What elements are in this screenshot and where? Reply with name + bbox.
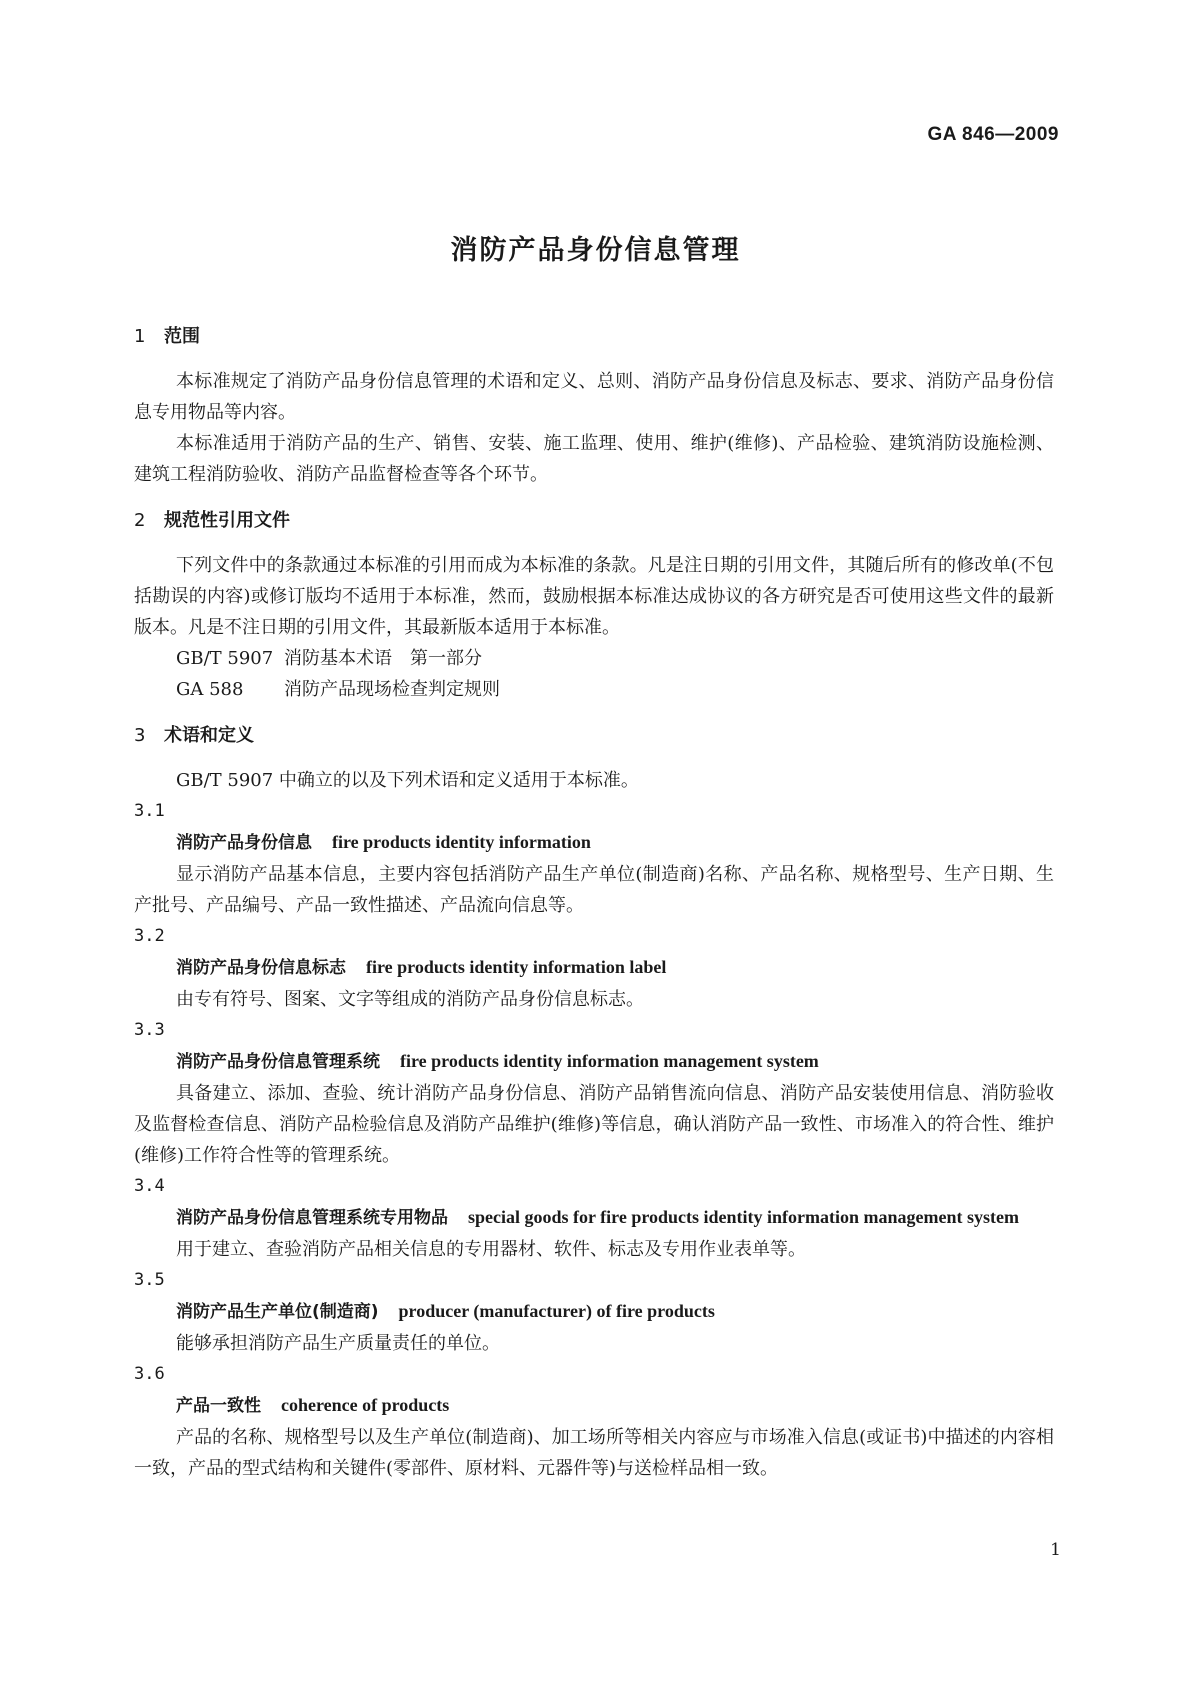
term-en: fire products identity information label <box>366 957 667 977</box>
section-title: 术语和定义 <box>164 725 254 746</box>
term-entry <box>134 1296 1054 1328</box>
term-zh: 消防产品身份信息标志 <box>176 958 346 978</box>
term-number: 3.5 <box>134 1270 165 1290</box>
term-zh: 产品一致性 <box>176 1396 261 1416</box>
term-en: fire products identity information management system <box>400 1051 819 1071</box>
section-heading-scope <box>134 322 1054 352</box>
term-entry <box>134 1046 1054 1078</box>
paragraph: 本标准规定了消防产品身份信息管理的术语和定义、总则、消防产品身份信息及标志、要求、消防产品身份信息专用物品等内容。 <box>134 371 1054 423</box>
term-number: 3.2 <box>134 926 165 946</box>
term-zh: 消防产品身份信息管理系统专用物品 <box>176 1208 448 1228</box>
paragraph: GB/T 5907 中确立的以及下列术语和定义适用于本标准。 <box>176 770 639 791</box>
term-entry <box>134 1202 1054 1234</box>
term-definition: 显示消防产品基本信息，主要内容包括消防产品生产单位(制造商)名称、产品名称、规格型号、生产日期、生产批号、产品编号、产品一致性描述、产品流向信息等。 <box>134 864 1054 916</box>
term-definition: 由专有符号、图案、文字等组成的消防产品身份信息标志。 <box>176 989 644 1010</box>
term-definition: 能够承担消防产品生产质量责任的单位。 <box>176 1333 500 1354</box>
term-en: coherence of products <box>281 1395 450 1415</box>
page-number: 1 <box>1050 1540 1061 1560</box>
paragraph: 本标准适用于消防产品的生产、销售、安装、施工监理、使用、维护(维修)、产品检验、建筑消防设施检测、建筑工程消防验收、消防产品监督检查等各个环节。 <box>134 433 1054 485</box>
term-zh: 消防产品身份信息管理系统 <box>176 1052 380 1072</box>
section-number: 3 <box>134 725 146 746</box>
term-number: 3.1 <box>134 801 165 821</box>
term-en: fire products identity information <box>332 832 591 852</box>
document-title: 消防产品身份信息管理 <box>450 235 741 266</box>
reference-item <box>134 674 1054 705</box>
term-zh: 消防产品生产单位(制造商) <box>176 1302 379 1322</box>
reference-item <box>134 643 1054 674</box>
standard-code: GA 846—2009 <box>927 124 1059 145</box>
reference-title: 消防基本术语 第一部分 <box>284 648 482 669</box>
reference-code: GA 588 <box>176 679 244 700</box>
term-en: special goods for fire products identity information management system <box>468 1207 1019 1227</box>
term-entry <box>134 952 1054 984</box>
document-body <box>134 322 1054 1484</box>
section-number: 2 <box>134 510 146 531</box>
term-entry <box>134 827 1054 859</box>
reference-title: 消防产品现场检查判定规则 <box>284 679 500 700</box>
term-zh: 消防产品身份信息 <box>176 833 312 853</box>
term-definition: 产品的名称、规格型号以及生产单位(制造商)、加工场所等相关内容应与市场准入信息(或证书)中描述的内容相一致，产品的型式结构和关键件(零部件、原材料、元器件等)与送检样品相一致。 <box>134 1427 1054 1479</box>
term-definition: 用于建立、查验消防产品相关信息的专用器材、软件、标志及专用作业表单等。 <box>176 1239 806 1260</box>
paragraph: 下列文件中的条款通过本标准的引用而成为本标准的条款。凡是注日期的引用文件，其随后所有的修改单(不包括勘误的内容)或修订版均不适用于本标准，然而，鼓励根据本标准达成协议的各方研究是否可使用这些文件的最新版本。凡是不注日期的引用文件，其最新版本适用于本标准。 <box>134 555 1054 638</box>
term-number: 3.4 <box>134 1176 165 1196</box>
term-number: 3.6 <box>134 1364 165 1384</box>
term-definition: 具备建立、添加、查验、统计消防产品身份信息、消防产品销售流向信息、消防产品安装使用信息、消防验收及监督检查信息、消防产品检验信息及消防产品维护(维修)等信息，确认消防产品一致性、市场准入的符合性、维护(维修)工作符合性等的管理系统。 <box>134 1083 1054 1166</box>
term-number: 3.3 <box>134 1020 165 1040</box>
term-en: producer (manufacturer) of fire products <box>398 1301 715 1321</box>
section-number: 1 <box>134 326 146 347</box>
term-entry <box>134 1390 1054 1422</box>
section-heading-normative-references <box>134 506 1054 536</box>
reference-code: GB/T 5907 <box>176 648 274 669</box>
section-heading-terms-definitions <box>134 721 1054 751</box>
section-title: 范围 <box>164 326 200 347</box>
section-title: 规范性引用文件 <box>164 510 290 531</box>
